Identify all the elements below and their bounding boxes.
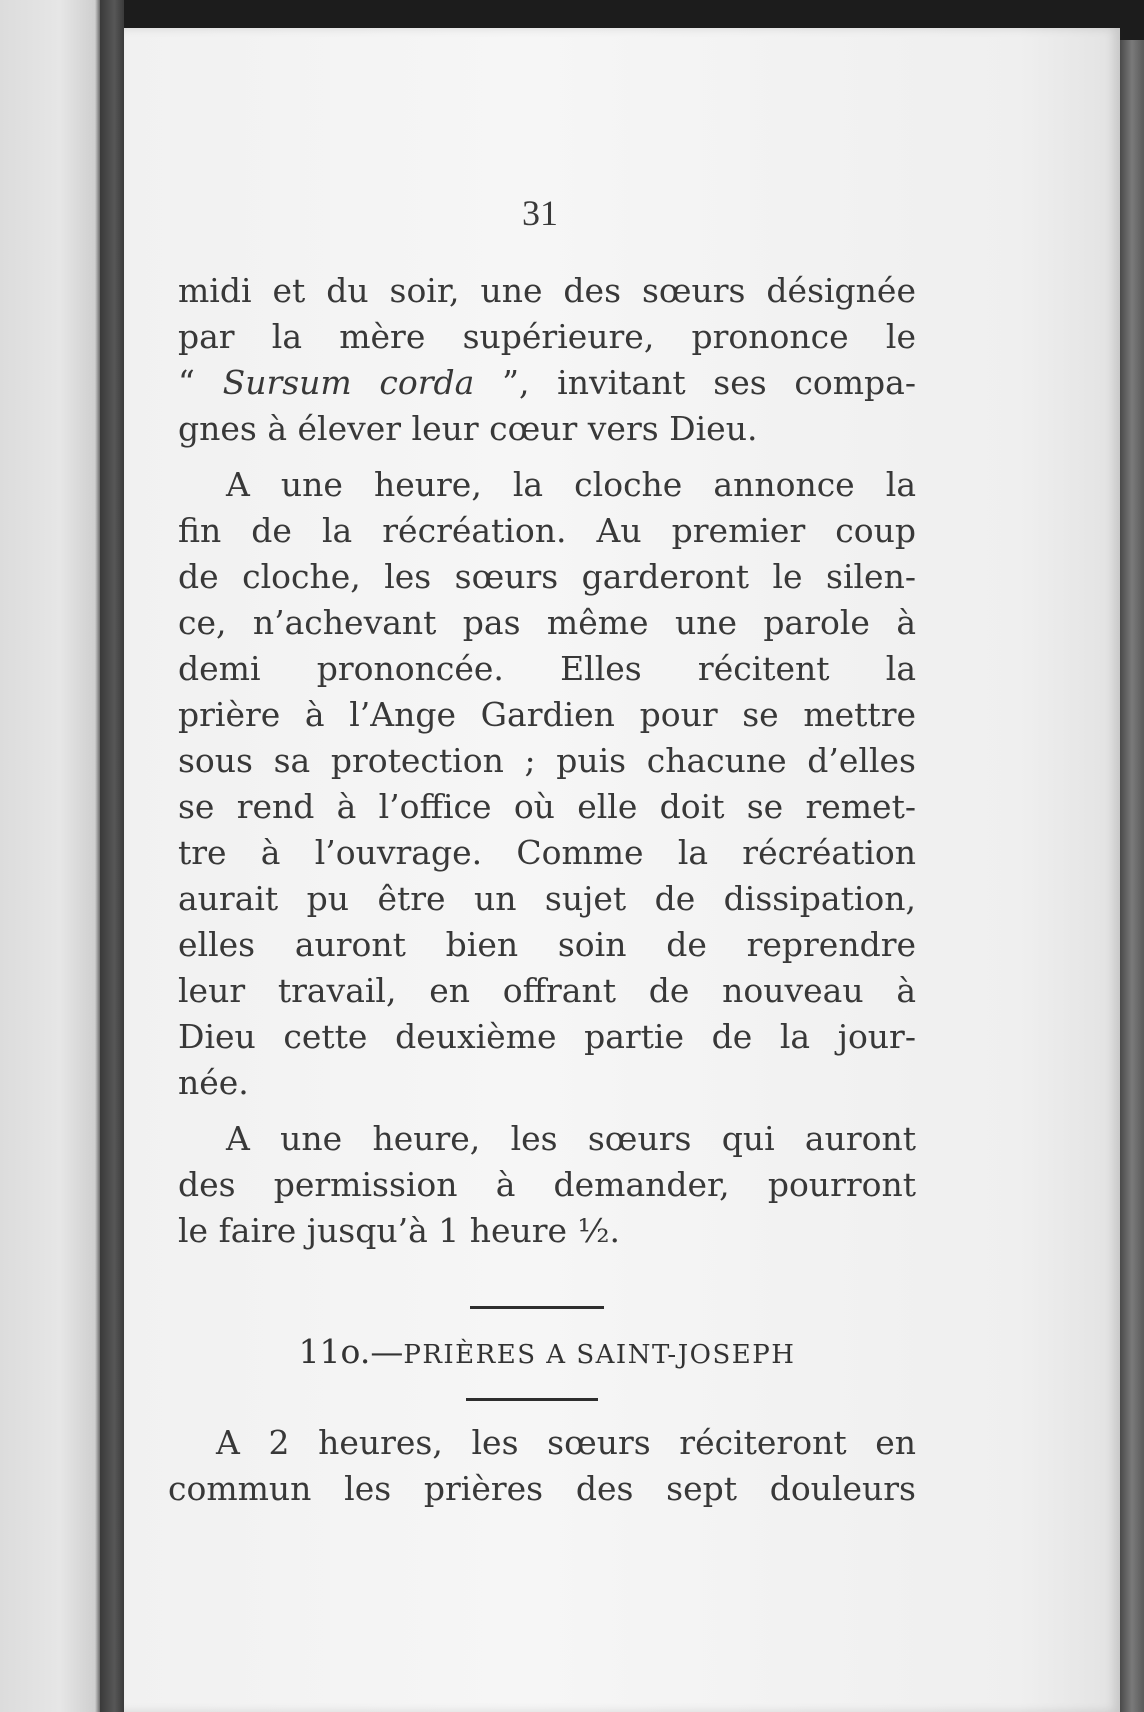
page-body-continued bbox=[168, 1420, 916, 1522]
latin-phrase: Sursum corda bbox=[222, 363, 475, 402]
text-line: midi et du soir, une des sœurs désignée bbox=[178, 271, 916, 310]
page-number: 31 bbox=[522, 193, 558, 233]
page-edge-shadow bbox=[1120, 40, 1144, 1712]
previous-page-edge bbox=[0, 0, 100, 1712]
paragraph-2 bbox=[178, 462, 916, 1106]
section-rule-top bbox=[470, 1306, 604, 1309]
text-line: par la mère supérieure, prononce le bbox=[178, 317, 916, 356]
text-line: A une heure, les sœurs qui auront bbox=[226, 1119, 916, 1158]
section-rule-bottom bbox=[466, 1398, 598, 1401]
page-body bbox=[178, 268, 916, 1264]
text-line: tre à l’ouvrage. Comme la récréation bbox=[178, 833, 916, 872]
section-number: 11o.— bbox=[298, 1332, 404, 1371]
book-gutter bbox=[100, 0, 124, 1712]
text-line: prière à l’Ange Gardien pour se mettre bbox=[178, 695, 916, 734]
paragraph-3 bbox=[178, 1116, 916, 1254]
section-heading bbox=[178, 1332, 916, 1371]
paragraph-1 bbox=[178, 268, 916, 452]
text-line: aurait pu être un sujet de dissipation, bbox=[178, 879, 916, 918]
text-line: des permission à demander, pourront bbox=[178, 1165, 916, 1204]
text-line: elles auront bien soin de reprendre bbox=[178, 925, 916, 964]
text-line: sous sa protection ; puis chacune d’elles bbox=[178, 741, 916, 780]
text-line: Dieu cette deuxième partie de la jour- bbox=[178, 1017, 916, 1056]
text-line: A une heure, la cloche annonce la bbox=[226, 465, 916, 504]
text-line: se rend à l’office où elle doit se remet- bbox=[178, 787, 916, 826]
text-line: fin de la récréation. Au premier coup bbox=[178, 511, 916, 550]
text-line: ce, n’achevant pas même une parole à bbox=[178, 603, 916, 642]
text-line: le faire jusqu’à 1 heure ½. bbox=[178, 1211, 621, 1250]
text-line: “ Sursum corda ”, invitant ses compa- bbox=[178, 363, 917, 402]
text-line: leur travail, en offrant de nouveau à bbox=[178, 971, 916, 1010]
paragraph-4 bbox=[168, 1420, 916, 1512]
text-line: A 2 heures, les sœurs réciteront en bbox=[216, 1423, 916, 1462]
text-line: née. bbox=[178, 1063, 249, 1102]
text-line: gnes à élever leur cœur vers Dieu. bbox=[178, 409, 758, 448]
text-line: de cloche, les sœurs garderont le silen- bbox=[178, 557, 916, 596]
text-line: demi prononcée. Elles récitent la bbox=[178, 649, 916, 688]
section-title: PRIÈRES A SAINT-JOSEPH bbox=[403, 1340, 796, 1370]
text-line: commun les prières des sept douleurs bbox=[168, 1469, 916, 1508]
